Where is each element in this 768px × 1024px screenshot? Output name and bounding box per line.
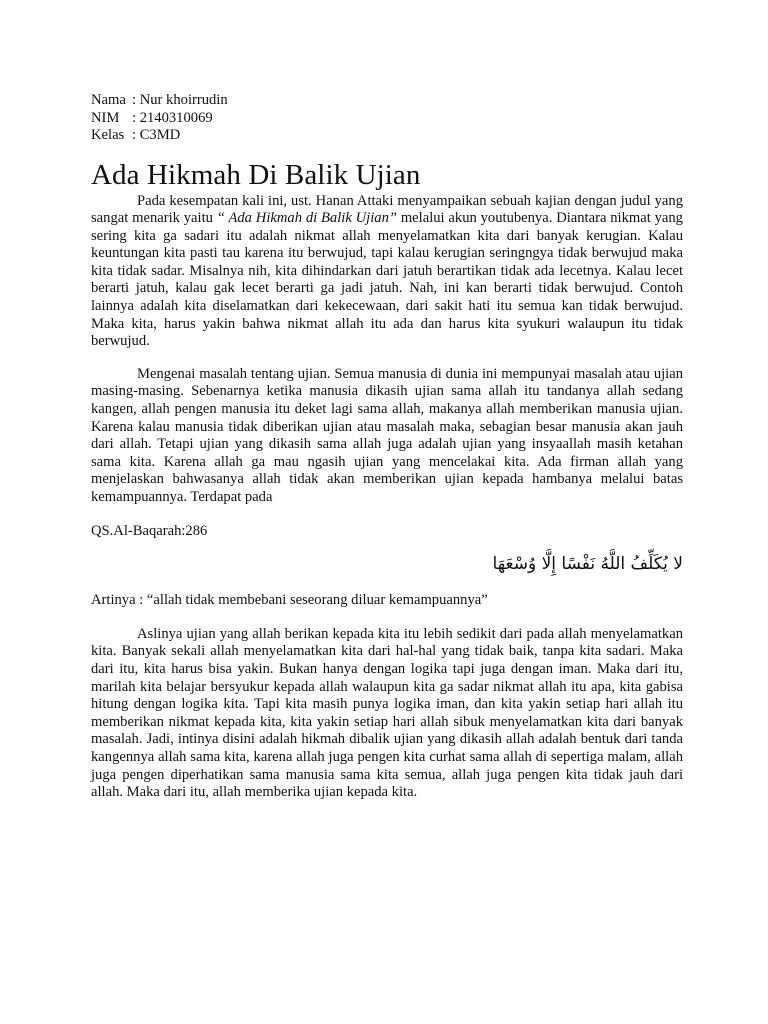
paragraph-1 [91, 193, 683, 351]
paragraph-1-after: melalui akun youtubenya. Diantara nikmat yang sering kita ga sadari itu adalah nikmat allah menyelamatkan kita dari banyak kerugian. Kalau keuntungan kita pasti tau karena itu berwujud, tapi kalau kerugian seringngya tidak berwujud maka kita tidak sadar. Misalnya nih, kita dihindarkan dari jatuh berartikan tidak ada lecetnya. Kalau lecet berarti jatuh, kalau gak lecet berarti ga jadi jatuh. Nah, ini kan berarti tidak berwujud. Contoh lainnya adalah kita diselamatkan dari kekecewaan, dari sakit hati itu semua kan tidak berwujud. Maka kita, harus yakin bahwa nikmat allah itu ada dan harus kita syukuri walaupun itu tidak berwujud. [91, 210, 683, 350]
kelas-row [91, 127, 683, 145]
kelas-label: Kelas [91, 127, 125, 143]
document-content [91, 92, 683, 802]
name-value: : Nur khoirrudin [132, 92, 228, 108]
name-row [91, 92, 683, 110]
verse-translation: Artinya : “allah tidak membebani seseorang diluar kemampuannya” [91, 592, 488, 609]
paragraph-3: Aslinya ujian yang allah berikan kepada kita itu lebih sedikit dari pada allah menyelamatkan kita. Banyak sekali allah menyelamatkan kita dari hal-hal yang tidak baik, tanpa kita sadari. Maka dari itu, kita harus bisa yakin. Bukan hanya dengan logika tapi juga dengan iman. Maka dari itu, marilah kita belajar bersyukur kepada allah walaupun kita ga sadar nikmat allah itu apa, kita gabisa hitung dengan logika kita. Tapi kita masih punya logika iman, dan kita yakin setiap hari allah itu memberikan nikmat kepada kita, kita yakin setiap hari allah sibuk menyelamatkan kita dari banyak masalah. Jadi, intinya disini adalah hikmah dibalik ujian yang dikasih allah adalah bentuk dari tanda kangennya allah sama kita, karena allah juga pengen kita curhat sama allah di sepertiga malam, allah juga pengen diperhatikan sama manusia sama kita semua, allah juga pengen kita tidak jauh dari allah. Maka dari itu, allah memberika ujian kepada kita. [91, 625, 683, 801]
kelas-value: : C3MD [132, 127, 181, 143]
paragraph-1-before: Pada kesempatan kali ini, ust. Hanan Attaki menyampaikan sebuah kajian dengan judul yang sangat menarik yaitu [91, 192, 683, 227]
paragraph-2: Mengenai masalah tentang ujian. Semua manusia di dunia ini mempunyai masalah atau ujian masing-masing. Sebenarnya ketika manusia dikasih ujian sama allah itu tandanya allah sedang kangen, allah pengen manusia itu deket lagi sama allah, makanya allah memberikan manusia ujian. Karena kalau manusia tidak diberikan ujian atau masalah maka, sebagian besar manusia akan jauh dari allah. Tetapi ujian yang dikasih sama allah juga adalah ujian yang insyaallah masih ketahan sama kita. Karena allah ga mau ngasih ujian yang mencelakai kita. Ada firman allah yang menjelaskan bahwasanya allah tidak akan memberikan ujian kepada hambanya melalui batas kemampuannya. Terdapat pada [91, 365, 683, 505]
kajian-title-italic: “ Ada Hikmah di Balik Ujian” [216, 210, 397, 227]
nim-label: NIM [91, 109, 120, 126]
name-label: Nama [91, 92, 126, 108]
student-info [91, 92, 683, 145]
quran-reference: QS.Al-Baqarah:286 [91, 522, 208, 539]
document-title: Ada Hikmah Di Balik Ujian [91, 158, 421, 191]
nim-row [91, 110, 683, 128]
arabic-verse: لا يُكَلِّفُ اللَّهُ نَفْسًا إِلَّا وُسْعَهَا [492, 554, 683, 575]
nim-value: : 2140310069 [132, 109, 213, 126]
